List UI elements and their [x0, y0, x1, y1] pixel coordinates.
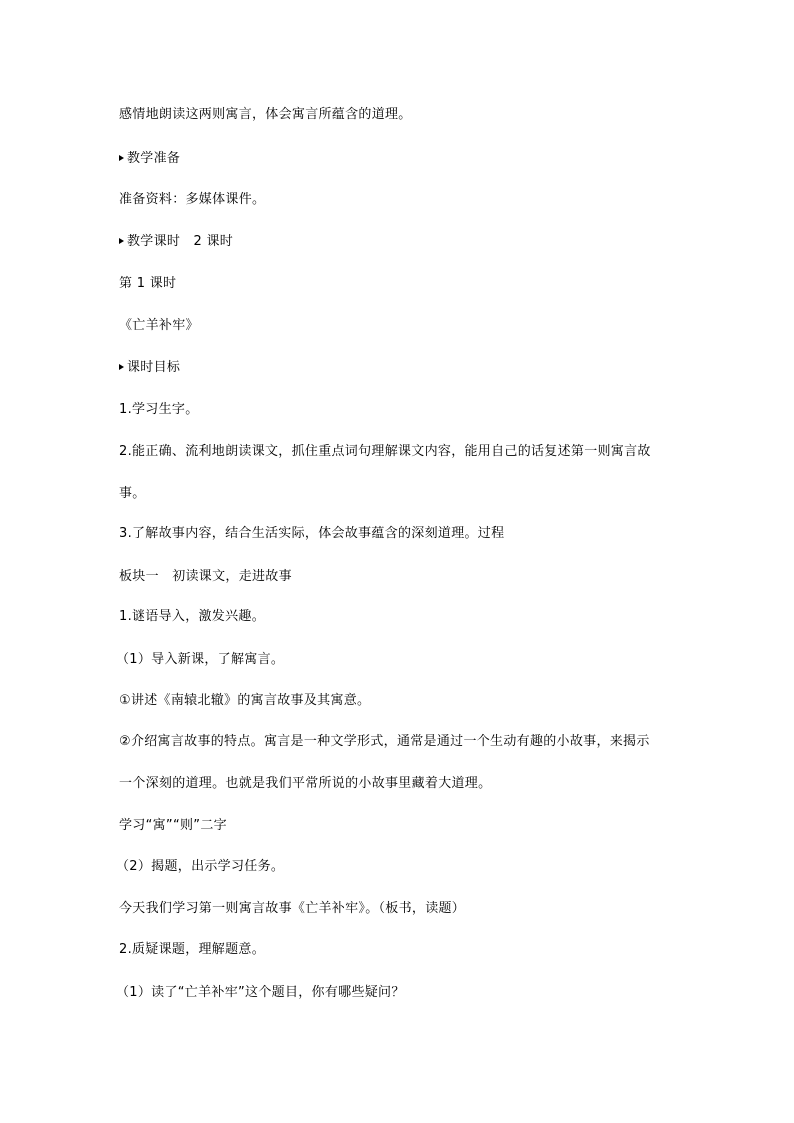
triangle-bullet-icon — [119, 155, 124, 161]
text-line: （2）揭题，出示学习任务。 — [116, 859, 285, 874]
text-line: （1）读了“亡羊补牢”这个题目，你有哪些疑问？ — [116, 985, 405, 1000]
text-line: 3.了解故事内容，结合生活实际，体会故事蕴含的深刻道理。过程 — [119, 526, 505, 541]
triangle-bullet-icon — [119, 364, 124, 370]
section-heading-class-hours — [119, 234, 233, 250]
text-line: 2.质疑课题，理解题意。 — [119, 942, 266, 957]
text-line: 第 1 课时 — [119, 276, 177, 291]
text-line: 准备资料：多媒体课件。 — [119, 192, 266, 207]
section-heading-label: 教学准备 — [127, 151, 181, 166]
text-line: 板块一 初读课文，走进故事 — [119, 569, 292, 584]
text-line: 感情地朗读这两则寓言，体会寓言所蕴含的道理。 — [119, 107, 412, 122]
text-line: 1.谜语导入，激发兴趣。 — [119, 609, 266, 624]
text-line: 事。 — [119, 486, 146, 501]
text-line: ①讲述《南辕北辙》的寓言故事及其寓意。 — [119, 693, 371, 708]
text-line: ②介绍寓言故事的特点。寓言是一种文学形式，通常是通过一个生动有趣的小故事，来揭示 — [119, 734, 650, 749]
section-heading-label: 教学课时 2 课时 — [127, 234, 234, 249]
text-line: 2.能正确、流利地朗读课文，抓住重点词句理解课文内容，能用自己的话复述第一则寓言故 — [119, 444, 651, 459]
section-heading-teaching-preparation — [119, 151, 180, 167]
text-line: 1.学习生字。 — [119, 402, 199, 417]
text-line: 学习“寓”“则”二字 — [119, 818, 227, 833]
text-line: 今天我们学习第一则寓言故事《亡羊补牢》。（板书，读题） — [119, 901, 466, 916]
text-line: 一个深刻的道理。也就是我们平常所说的小故事里藏着大道理。 — [119, 776, 492, 791]
section-heading-lesson-goals — [119, 360, 180, 376]
section-heading-label: 课时目标 — [127, 360, 181, 375]
text-line: （1）导入新课，了解寓言。 — [116, 652, 285, 667]
lesson-title: 《亡羊补牢》 — [119, 318, 199, 333]
triangle-bullet-icon — [119, 238, 124, 244]
